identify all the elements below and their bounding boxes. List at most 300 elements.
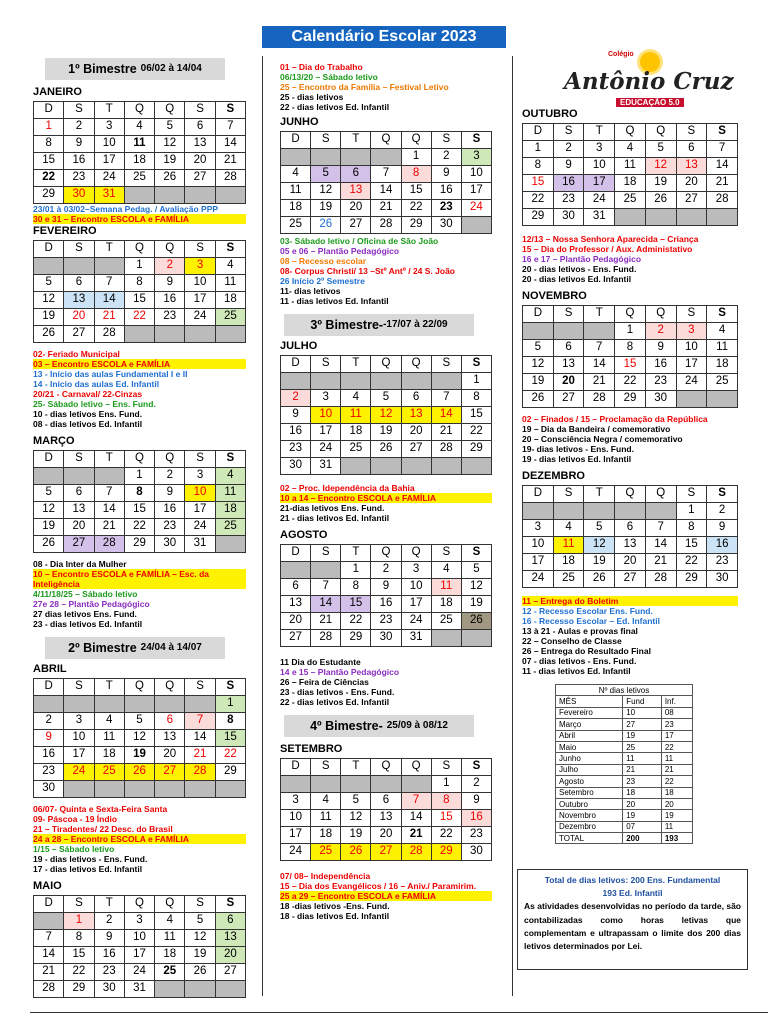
weekday-header: Q (371, 132, 401, 149)
day-cell: 14 (584, 357, 615, 374)
dias-table-cell: 17 (661, 730, 692, 741)
empty-cell (341, 458, 371, 475)
day-cell: 7 (215, 118, 245, 135)
empty-cell (215, 325, 245, 342)
day-cell: 10 (461, 166, 491, 183)
day-cell: 5 (461, 562, 491, 579)
day-cell: 3 (584, 140, 615, 157)
empty-cell (281, 149, 311, 166)
day-cell: 21 (584, 374, 615, 391)
note-line: 02 – Finados / 15 – Proclamação da República (522, 414, 708, 425)
day-cell: 5 (584, 520, 615, 537)
day-cell: 30 (281, 458, 311, 475)
dias-table-cell: Outubro (556, 798, 623, 809)
day-cell: 7 (645, 520, 676, 537)
day-cell: 25 (215, 519, 245, 536)
day-cell: 15 (124, 502, 154, 519)
day-cell: 5 (311, 166, 341, 183)
weekday-header: Q (124, 896, 154, 913)
day-cell: 9 (281, 407, 311, 424)
weekday-header: T (341, 545, 371, 562)
weekday-header: S (676, 486, 707, 503)
day-cell: 17 (311, 424, 341, 441)
day-cell: 17 (584, 174, 615, 191)
day-cell: 19 (645, 174, 676, 191)
note-line: 19 - dias letivos Ed. Infantil (522, 454, 632, 465)
weekday-header: Q (124, 240, 154, 257)
day-cell: 6 (341, 166, 371, 183)
bimestre-4-header: 4º Bimestre- 25/09 à 08/12 (284, 715, 474, 737)
day-cell: 10 (64, 730, 94, 747)
day-cell: 16 (553, 174, 584, 191)
calendar-novembro (522, 305, 738, 408)
empty-cell (401, 776, 431, 793)
weekday-header: S (311, 759, 341, 776)
day-cell: 7 (401, 793, 431, 810)
empty-cell (584, 503, 615, 520)
day-cell: 25 (155, 964, 185, 981)
day-cell: 24 (311, 441, 341, 458)
empty-cell (371, 458, 401, 475)
day-cell: 23 (94, 964, 124, 981)
total-line-1: Total de dias letivos: 200 Ens. Fundamental (544, 875, 721, 885)
day-cell: 17 (676, 357, 707, 374)
weekday-header: Q (371, 545, 401, 562)
day-cell: 25 (615, 191, 646, 208)
day-cell: 21 (185, 747, 215, 764)
empty-cell (94, 257, 124, 274)
dias-table-cell: Março (556, 719, 623, 730)
day-cell: 24 (94, 169, 124, 186)
day-cell: 30 (371, 630, 401, 647)
note-line: 20 - dias letivos Ed. Infantil (522, 274, 632, 285)
day-cell: 16 (34, 747, 64, 764)
day-cell: 10 (676, 340, 707, 357)
day-cell: 12 (155, 135, 185, 152)
month-title-fevereiro: FEVEREIRO (33, 225, 97, 237)
day-cell: 23 (155, 519, 185, 536)
notes-novembro (522, 414, 738, 464)
day-cell: 28 (215, 169, 245, 186)
page-title: Calendário Escolar 2023 (262, 26, 506, 48)
day-cell: 12 (371, 407, 401, 424)
empty-cell (553, 503, 584, 520)
notes-abril (33, 804, 246, 874)
dias-table-cell: 23 (623, 776, 662, 787)
column-3 (522, 108, 738, 676)
empty-cell (311, 562, 341, 579)
day-cell: 26 (155, 169, 185, 186)
day-cell: 4 (94, 713, 124, 730)
day-cell: 5 (523, 340, 554, 357)
day-cell: 4 (281, 166, 311, 183)
day-cell: 10 (281, 810, 311, 827)
day-cell: 20 (341, 200, 371, 217)
column-divider (512, 56, 513, 996)
empty-cell (676, 391, 707, 408)
day-cell: 8 (64, 930, 94, 947)
day-cell: 24 (523, 571, 554, 588)
day-cell: 11 (281, 183, 311, 200)
dias-table-cell: 21 (661, 764, 692, 775)
day-cell: 21 (94, 308, 124, 325)
day-cell: 3 (185, 257, 215, 274)
day-cell: 14 (371, 183, 401, 200)
empty-cell (281, 373, 311, 390)
calendar-junho (280, 131, 492, 234)
note-line: 13 - Início das aulas Fundamental I e II (33, 369, 188, 379)
dias-table-cell: Setembro (556, 787, 623, 798)
empty-cell (371, 776, 401, 793)
dias-table-cell: 193 (661, 833, 692, 844)
weekday-header: S (676, 123, 707, 140)
dias-table-cell: 10 (623, 707, 662, 718)
weekday-header: T (341, 132, 371, 149)
calendar-maio (33, 895, 246, 998)
day-cell: 8 (401, 166, 431, 183)
dias-table-cell: 22 (661, 741, 692, 752)
day-cell: 16 (461, 810, 491, 827)
day-cell: 6 (64, 274, 94, 291)
dias-table-cell: 23 (661, 719, 692, 730)
weekday-header: Q (124, 101, 154, 118)
dias-table-cell: TOTAL (556, 833, 623, 844)
day-cell: 3 (523, 520, 554, 537)
dias-table-cell: 25 (623, 741, 662, 752)
day-cell: 31 (94, 186, 124, 203)
month-title-novembro: NOVEMBRO (522, 290, 587, 303)
day-cell: 8 (676, 520, 707, 537)
day-cell: 7 (185, 713, 215, 730)
empty-cell (401, 458, 431, 475)
day-cell: 9 (34, 730, 64, 747)
day-cell: 14 (645, 537, 676, 554)
weekday-header: T (94, 101, 124, 118)
empty-cell (311, 373, 341, 390)
day-cell: 31 (584, 208, 615, 225)
note-line: 12 - Recesso Escolar Ens. Fund. (522, 606, 653, 617)
day-cell: 20 (185, 152, 215, 169)
day-cell: 11 (707, 340, 738, 357)
weekday-header: D (523, 306, 554, 323)
note-line: 26 – Feira de Ciências (280, 677, 369, 688)
day-cell: 13 (615, 537, 646, 554)
day-cell: 20 (281, 613, 311, 630)
dias-letivos-table (555, 684, 693, 844)
day-cell: 12 (523, 357, 554, 374)
weekday-header: T (94, 679, 124, 696)
note-line: 25 - dias letivos (280, 92, 344, 103)
dias-table-cell: Agosto (556, 776, 623, 787)
day-cell: 18 (124, 152, 154, 169)
day-cell: 22 (34, 169, 64, 186)
weekday-header: S (461, 132, 491, 149)
note-line: 16 - Recesso Escolar – Ed. Infantil (522, 616, 660, 627)
day-cell: 21 (215, 152, 245, 169)
day-cell: 2 (461, 776, 491, 793)
day-cell: 2 (94, 913, 124, 930)
weekday-header: S (64, 101, 94, 118)
month-title-junho: JUNHO (280, 116, 319, 129)
day-cell: 10 (185, 485, 215, 502)
day-cell: 20 (215, 947, 245, 964)
note-line: 11 - dias letivos Ed. Infantil (280, 296, 389, 307)
day-cell: 8 (341, 579, 371, 596)
weekday-header: Q (124, 679, 154, 696)
day-cell: 7 (311, 579, 341, 596)
day-cell: 2 (431, 149, 461, 166)
empty-cell (215, 536, 245, 553)
day-cell: 24 (401, 613, 431, 630)
day-cell: 6 (553, 340, 584, 357)
day-cell: 9 (707, 520, 738, 537)
dias-table-header: Fund (623, 696, 662, 707)
day-cell: 9 (461, 793, 491, 810)
day-cell: 2 (155, 468, 185, 485)
day-cell: 11 (215, 274, 245, 291)
day-cell: 26 (461, 613, 491, 630)
weekday-header: S (431, 759, 461, 776)
day-cell: 8 (431, 793, 461, 810)
day-cell: 3 (124, 913, 154, 930)
day-cell: 29 (461, 441, 491, 458)
day-cell: 21 (645, 554, 676, 571)
weekday-header: Q (155, 101, 185, 118)
note-line: 22 - dias letivos Ed. Infantil (280, 697, 390, 708)
day-cell: 2 (34, 713, 64, 730)
calendar-marco (33, 450, 246, 553)
weekday-header: S (185, 679, 215, 696)
day-cell: 16 (94, 947, 124, 964)
empty-cell (185, 781, 215, 798)
day-cell: 13 (155, 730, 185, 747)
weekday-header: Q (401, 759, 431, 776)
weekday-header: Q (401, 356, 431, 373)
day-cell: 16 (645, 357, 676, 374)
day-cell: 26 (523, 391, 554, 408)
day-cell: 27 (281, 630, 311, 647)
dias-table-cell: 18 (661, 787, 692, 798)
day-cell: 22 (215, 747, 245, 764)
empty-cell (461, 458, 491, 475)
day-cell: 3 (676, 323, 707, 340)
day-cell: 1 (124, 468, 154, 485)
day-cell: 3 (94, 118, 124, 135)
day-cell: 20 (553, 374, 584, 391)
day-cell: 14 (707, 157, 738, 174)
logo-subtitle: Colégio (608, 51, 634, 58)
day-cell: 25 (124, 169, 154, 186)
note-line: 25- Sábado letivo – Ens. Fund. (33, 399, 156, 410)
day-cell: 15 (341, 596, 371, 613)
day-cell: 27 (185, 169, 215, 186)
day-cell: 5 (124, 713, 154, 730)
month-title-janeiro: JANEIRO (33, 86, 82, 98)
day-cell: 7 (371, 166, 401, 183)
day-cell: 9 (431, 166, 461, 183)
note-line: 07 - dias letivos - Ens. Fund. (522, 656, 637, 667)
day-cell: 28 (34, 981, 64, 998)
day-cell: 28 (311, 630, 341, 647)
notes-dezembro (522, 596, 738, 676)
weekday-header: T (584, 486, 615, 503)
day-cell: 21 (371, 200, 401, 217)
day-cell: 10 (311, 407, 341, 424)
empty-cell (34, 696, 64, 713)
dias-table-cell: Fevereiro (556, 707, 623, 718)
weekday-header: D (281, 545, 311, 562)
day-cell: 22 (401, 200, 431, 217)
day-cell: 16 (155, 291, 185, 308)
calendar-fevereiro (33, 240, 246, 343)
day-cell: 10 (94, 135, 124, 152)
day-cell: 24 (185, 519, 215, 536)
note-line: 24 a 28 – Encontro ESCOLA e FAMÍLIA (33, 834, 246, 844)
weekday-header: S (185, 896, 215, 913)
day-cell: 12 (34, 502, 64, 519)
day-cell: 17 (185, 291, 215, 308)
calendar-agosto (280, 544, 492, 647)
day-cell: 28 (584, 391, 615, 408)
month-title-setembro: SETEMBRO (280, 743, 343, 756)
logo-badge: EDUCAÇÃO 5.0 (616, 98, 684, 107)
note-line: 11 - dias letivos Ed. Infantil (522, 666, 631, 677)
bimestre-1-header: 1º Bimestre 06/02 à 14/04 (45, 58, 225, 80)
day-cell: 18 (281, 200, 311, 217)
day-cell: 18 (94, 747, 124, 764)
empty-cell (615, 503, 646, 520)
dias-table-cell: 21 (623, 764, 662, 775)
note-line: 08- Corpus Christi/ 13 –Stº Antº / 24 S. João (280, 266, 455, 277)
day-cell: 1 (461, 373, 491, 390)
day-cell: 15 (124, 291, 154, 308)
day-cell: 23 (281, 441, 311, 458)
empty-cell (401, 373, 431, 390)
day-cell: 19 (461, 596, 491, 613)
dias-table-cell: 22 (661, 776, 692, 787)
day-cell: 30 (461, 844, 491, 861)
day-cell: 12 (124, 730, 154, 747)
day-cell: 1 (615, 323, 646, 340)
weekday-header: Q (155, 240, 185, 257)
weekday-header: S (185, 451, 215, 468)
weekday-header: S (215, 101, 245, 118)
day-cell: 9 (64, 135, 94, 152)
day-cell: 28 (645, 571, 676, 588)
day-cell: 19 (124, 747, 154, 764)
empty-cell (185, 981, 215, 998)
day-cell: 17 (124, 947, 154, 964)
note-line: 03- Sábado letivo / Oficina de São João (280, 236, 439, 247)
empty-cell (553, 323, 584, 340)
dias-table-cell: 11 (623, 753, 662, 764)
weekday-header: D (281, 132, 311, 149)
empty-cell (311, 149, 341, 166)
weekday-header: D (34, 240, 64, 257)
weekday-header: S (64, 451, 94, 468)
day-cell: 10 (401, 579, 431, 596)
day-cell: 26 (371, 441, 401, 458)
note-line: 11- dias letivos (280, 286, 341, 297)
weekday-header: S (215, 896, 245, 913)
dias-table-cell: Dezembro (556, 821, 623, 832)
day-cell: 5 (341, 793, 371, 810)
calendar-julho (280, 355, 492, 475)
column-1 (33, 58, 246, 998)
weekday-header: Q (645, 306, 676, 323)
empty-cell (94, 468, 124, 485)
weekday-header: S (185, 240, 215, 257)
column-divider (262, 56, 263, 996)
notes-julho (280, 483, 492, 523)
weekday-header: S (553, 306, 584, 323)
day-cell: 18 (707, 357, 738, 374)
note-line: 30 e 31 – Encontro ESCOLA e FAMÍLIA (33, 214, 246, 224)
day-cell: 30 (645, 391, 676, 408)
day-cell: 30 (94, 981, 124, 998)
day-cell: 21 (94, 519, 124, 536)
notes-marco (33, 559, 246, 629)
month-title-maio: MAIO (33, 880, 62, 893)
weekday-header: S (215, 240, 245, 257)
day-cell: 27 (64, 325, 94, 342)
note-line: 25 – Encontro da Família – Festival Letivo (280, 82, 449, 93)
day-cell: 5 (185, 913, 215, 930)
day-cell: 12 (185, 930, 215, 947)
day-cell: 26 (341, 844, 371, 861)
day-cell: 28 (431, 441, 461, 458)
empty-cell (707, 391, 738, 408)
dias-table-cell: 11 (661, 821, 692, 832)
day-cell: 19 (311, 200, 341, 217)
weekday-header: Q (615, 123, 646, 140)
note-line: 15 – Dia dos Evangélicos / 16 – Aniv./ Paramirim. (280, 881, 477, 892)
dias-table-cell: 27 (623, 719, 662, 730)
dias-table-cell: Junho (556, 753, 623, 764)
day-cell: 2 (155, 257, 185, 274)
dias-table-title: Nº dias letivos (556, 685, 693, 696)
day-cell: 24 (185, 308, 215, 325)
day-cell: 28 (707, 191, 738, 208)
empty-cell (645, 503, 676, 520)
day-cell: 21 (311, 613, 341, 630)
weekday-header: S (431, 132, 461, 149)
day-cell: 14 (94, 502, 124, 519)
empty-cell (341, 149, 371, 166)
notes-maio (280, 62, 492, 112)
day-cell: 17 (185, 502, 215, 519)
day-cell: 24 (584, 191, 615, 208)
day-cell: 27 (615, 571, 646, 588)
day-cell: 7 (431, 390, 461, 407)
day-cell: 6 (371, 793, 401, 810)
day-cell: 30 (431, 217, 461, 234)
day-cell: 13 (553, 357, 584, 374)
day-cell: 24 (676, 374, 707, 391)
day-cell: 4 (124, 118, 154, 135)
day-cell: 27 (371, 844, 401, 861)
day-cell: 15 (676, 537, 707, 554)
calendar-setembro (280, 758, 492, 861)
day-cell: 10 (185, 274, 215, 291)
day-cell: 28 (185, 764, 215, 781)
empty-cell (523, 323, 554, 340)
empty-cell (584, 323, 615, 340)
day-cell: 1 (64, 913, 94, 930)
empty-cell (64, 468, 94, 485)
day-cell: 24 (64, 764, 94, 781)
weekday-header: Q (155, 679, 185, 696)
